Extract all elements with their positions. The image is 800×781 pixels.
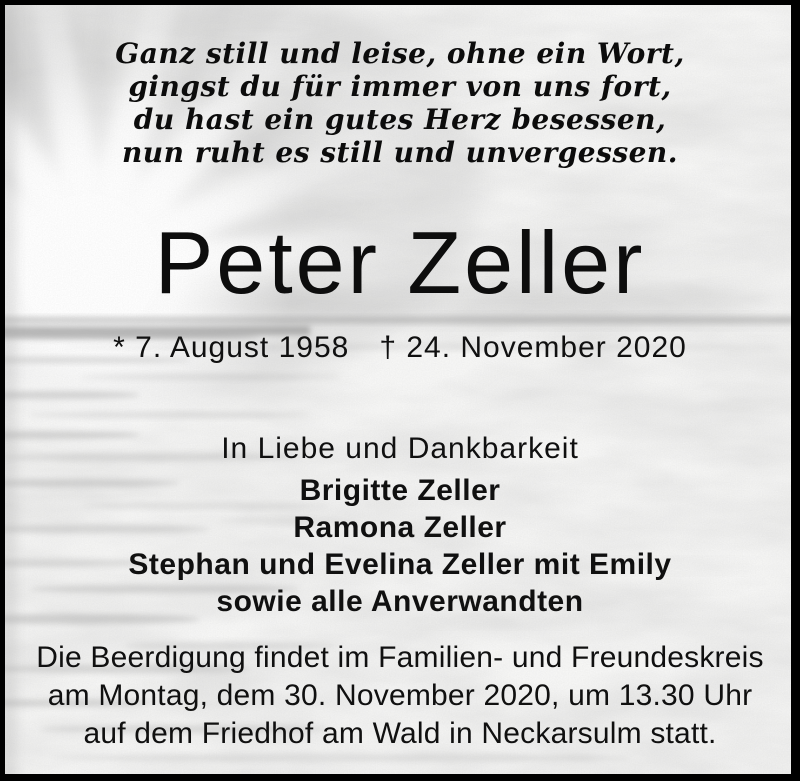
funeral-line: Die Beerdigung findet im Familien- und Freundeskreis [36, 641, 764, 674]
mourner-line: Brigitte Zeller [299, 474, 501, 507]
deceased-name: Peter Zeller [154, 213, 646, 312]
mourner-line: sowie alle Anverwandten [216, 585, 584, 618]
mourner-line: Ramona Zeller [293, 511, 507, 544]
poem-line: nun ruht es still und unvergessen. [121, 136, 679, 169]
condolence-intro: In Liebe und Dankbarkeit [221, 432, 579, 465]
poem-line: du hast ein gutes Herz besessen, [133, 103, 667, 136]
funeral-line: am Montag, dem 30. November 2020, um 13.30 Uhr [47, 679, 753, 712]
mourner-line: Stephan und Evelina Zeller mit Emily [128, 548, 672, 581]
poem-line: Ganz still und leise, ohne ein Wort, [115, 37, 685, 70]
death-date: † 24. November 2020 [379, 331, 687, 364]
poem-line: gingst du für immer von uns fort, [128, 70, 672, 103]
birth-date: * 7. August 1958 [113, 331, 350, 364]
funeral-line: auf dem Friedhof am Wald in Neckarsulm statt. [83, 717, 717, 750]
